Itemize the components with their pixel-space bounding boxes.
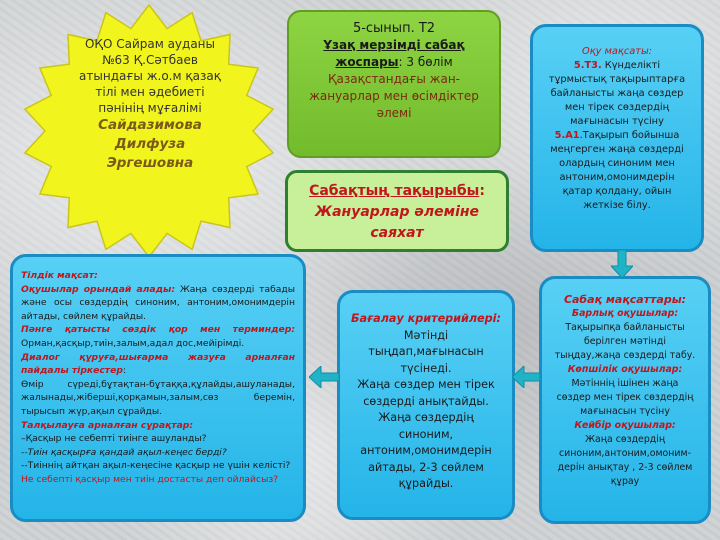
lesson-topic-box <box>285 170 509 252</box>
section-title: жануарлар мен өсімдіктер <box>309 89 479 103</box>
language-goal-heading: Тілдік мақсат: <box>21 270 98 281</box>
teacher-first-name: Дилфуза <box>114 136 186 152</box>
group-label: Кейбір оқушылар: <box>574 420 676 431</box>
assessment-criteria-box <box>337 290 515 520</box>
topic-label: Сабақтың тақырыбы <box>309 183 480 199</box>
criteria-line: антоним,омонимдерін <box>360 444 492 457</box>
goal-text: қатар қолдану, ойын <box>562 186 672 197</box>
arrow-left-icon <box>512 366 540 388</box>
criteria-line: Мәтінді <box>403 328 449 342</box>
question-item <box>21 473 295 487</box>
goal-text: Күнделікті <box>601 60 661 71</box>
goal-text: антоним,омонимдерін <box>559 172 675 183</box>
para-label: Пәнге қатысты сөздік қор мен терминдер: <box>21 324 295 336</box>
goal-code: 5.А1 <box>554 130 580 141</box>
goal-line <box>539 59 695 73</box>
phrases-text: Өмір сүреді,бұтақтан-бұтаққа,құлайды,ашуланады, жалынады,жіберші,қорқамын,залым,сөз беремін, тырысып жүр,ақыл сұрайды. <box>21 378 295 417</box>
language-goal-para <box>21 351 295 378</box>
group-label: Барлық оқушылар: <box>571 308 679 319</box>
questions-heading: Талқылауға арналған сұрақтар: <box>21 419 194 431</box>
plan-title-end: жоспары <box>335 55 399 69</box>
goal-text: тұрмыстық тақырыптарға <box>548 74 686 85</box>
teacher-surname: Сайдазимова <box>98 117 202 133</box>
teacher-line: ОҚО Сайрам ауданы <box>84 37 216 51</box>
criteria-line: сөздерді анықтайды. <box>363 394 489 408</box>
assessment-heading: Бағалау критерийлері: <box>351 312 501 325</box>
criteria-line: тыңдап,мағынасын <box>368 345 484 358</box>
teacher-info <box>75 36 225 173</box>
goal-text: байланысты жаңа сөздер <box>550 88 684 99</box>
group-goal-text: Тақырыпқа байланысты <box>565 322 685 333</box>
goal-text: жеткізе білу. <box>583 200 651 211</box>
group-goal-text: сөздер мен тірек сөздердің <box>556 392 694 403</box>
group-goal-text: синоним,антоним,омоним- <box>559 448 691 459</box>
criteria-line: Жаңа сөздердің <box>378 411 474 424</box>
topic-value: Жануарлар әлеміне <box>314 204 480 220</box>
para-label: Оқушылар орындай алады: <box>21 283 176 295</box>
section-title: Қазақстандағы жан- <box>327 72 460 86</box>
group-goal-text: құрау <box>610 476 640 487</box>
criteria-line: синоним, <box>398 427 454 441</box>
language-goal-box <box>10 254 306 522</box>
topic-label-line <box>288 181 506 202</box>
group-goal-text: берілген мәтінді <box>583 336 667 347</box>
goal-line <box>539 129 695 143</box>
group-goal-text: дерін анықтау , 2-3 сөйлем <box>557 462 693 473</box>
language-goal-para <box>21 283 295 324</box>
section-title: әлемі <box>376 106 412 120</box>
learning-goals-box <box>530 24 704 252</box>
teacher-line: №63 Қ.Сәтбаев <box>102 53 198 67</box>
question-item: –Қасқыр не себепті тиінге ашуланды? <box>21 433 207 445</box>
criteria-line: Жаңа сөздер мен тірек <box>357 378 495 391</box>
arrow-left-icon <box>309 366 339 388</box>
goal-code: 5.Т3. <box>573 60 602 71</box>
goal-text: мен тірек сөздердің <box>564 102 670 113</box>
goal-text: .Тақырып бойынша <box>579 130 680 141</box>
arrow-down-icon <box>611 250 633 278</box>
para-text: Орман,қасқыр,тиін,залым,адал дос,мейірімді. <box>21 337 245 349</box>
teacher-badge <box>20 0 278 262</box>
teacher-line: пәнінің мұғалімі <box>98 101 202 115</box>
group-goal-text: Мәтіннің ішінен жаңа <box>571 378 679 389</box>
question-text: Не себепті қасқыр мен тиін достасты <box>21 473 207 485</box>
learning-goals-heading: Оқу мақсаты: <box>582 46 652 57</box>
grade-class: 5-сынып. Т2 <box>352 21 436 36</box>
plan-title: Ұзақ мерзімді сабақ <box>323 38 465 52</box>
plan-section-line <box>289 54 499 71</box>
group-label: Көпшілік оқушылар: <box>567 364 683 375</box>
goal-text: мағынасын түсіну <box>570 116 664 127</box>
goal-text: меңгерген жаңа сөздерді <box>550 144 684 155</box>
group-goal-text: Жаңа сөздердің <box>584 434 666 445</box>
para-text: Жаңа сөздерді табады және осы сөздердің синоним, антоним,омонимдерін айтады, сөйлем құрайды. <box>21 283 295 322</box>
topic-colon: : <box>479 183 485 199</box>
grade-plan-box <box>287 10 501 158</box>
question-item: --Тиіннің айтқан ақыл-кеңесіне қасқыр не үшін келісті? <box>21 460 291 472</box>
section-number: : 3 бөлім <box>398 55 453 69</box>
criteria-line: айтады, 2-3 сөйлем <box>368 460 484 474</box>
language-goal-para <box>21 323 295 350</box>
group-goal-text: мағынасын түсіну <box>580 406 670 417</box>
teacher-patronymic: Эргешовна <box>106 155 194 171</box>
para-colon: : <box>122 365 127 377</box>
criteria-line: түсінеді. <box>400 361 452 375</box>
lesson-goals-heading: Сабақ мақсаттары: <box>563 293 687 306</box>
lesson-goals-box <box>539 276 711 524</box>
goal-text: олардың синоним мен <box>559 158 675 169</box>
question-item: --Тиін қасқырға қандай ақыл-кеңес берді? <box>21 446 227 458</box>
para-label: Диалог құруға,шығарма жазуға арналған пайдалы тіркестер <box>21 351 295 377</box>
criteria-line: құрайды. <box>398 477 454 490</box>
teacher-line: атындағы ж.о.м қазақ <box>79 69 221 83</box>
teacher-line: тілі мен әдебиеті <box>95 85 205 99</box>
group-goal-text: тыңдау,жаңа сөздерді табу. <box>554 350 696 361</box>
topic-value: саяхат <box>370 225 424 241</box>
question-text: деп ойлайсыз? <box>206 473 279 485</box>
